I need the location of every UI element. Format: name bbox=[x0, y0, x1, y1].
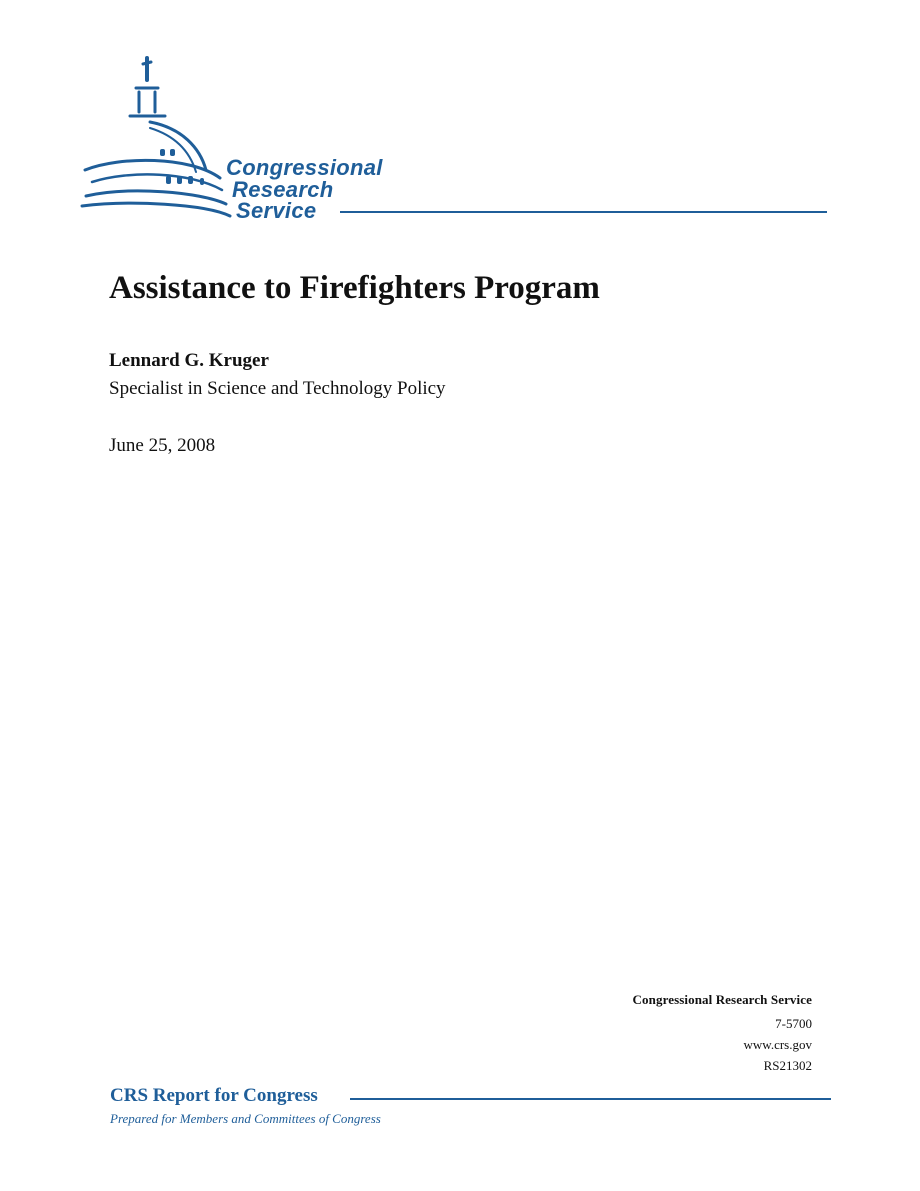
footer-title: CRS Report for Congress bbox=[110, 1085, 321, 1107]
report-meta bbox=[633, 992, 812, 1079]
logo-word-congressional: Congressional bbox=[226, 155, 383, 180]
capitol-dome-icon bbox=[0, 0, 240, 230]
author-name: Lennard G. Kruger bbox=[109, 350, 269, 371]
footer-subtitle: Prepared for Members and Committees of Congress bbox=[110, 1111, 381, 1126]
footer-divider bbox=[350, 1098, 831, 1100]
crs-logo bbox=[0, 0, 920, 240]
meta-website[interactable]: www.crs.gov bbox=[743, 1037, 812, 1052]
logo-word-research: Research bbox=[232, 177, 334, 202]
meta-report-number: RS21302 bbox=[763, 1058, 812, 1073]
logo-divider bbox=[340, 211, 827, 213]
meta-organization: Congressional Research Service bbox=[632, 992, 812, 1007]
report-date: June 25, 2008 bbox=[109, 435, 216, 456]
meta-code: 7-5700 bbox=[775, 1016, 812, 1031]
author-role: Specialist in Science and Technology Policy bbox=[109, 378, 446, 399]
logo-word-service: Service bbox=[236, 198, 317, 223]
report-title: Assistance to Firefighters Program bbox=[109, 270, 600, 306]
